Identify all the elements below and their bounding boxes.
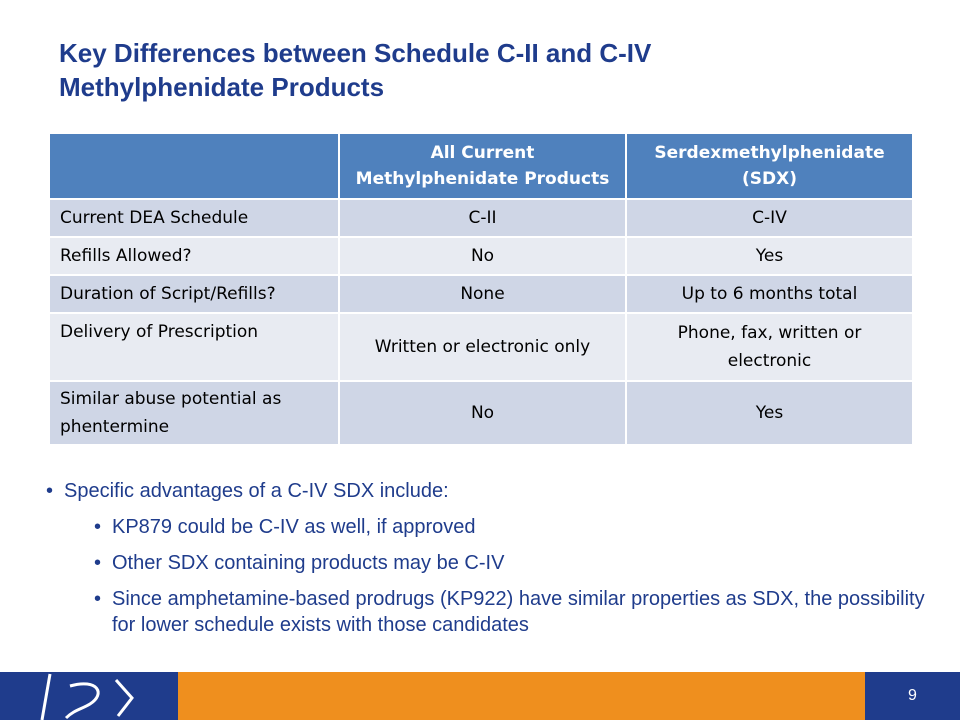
page-number: 9: [865, 672, 960, 720]
table-row: [49, 381, 913, 445]
table-row: [49, 275, 913, 313]
slide-title-line-2: Methylphenidate Products: [59, 72, 385, 102]
row-label: Delivery of Prescription: [49, 313, 339, 381]
bullet-dot-icon: •: [94, 516, 102, 538]
cell-current: No: [339, 381, 626, 445]
bullet-sub-text: Since amphetamine-based prodrugs (KP922) have similar properties as SDX, the possibility for lower schedule exists with those candidates: [112, 588, 925, 636]
company-logo-icon: [40, 672, 150, 720]
bullet-sub-item: [46, 550, 946, 576]
slide-title-line-1: Key Differences between Schedule C-II and C-IV: [59, 38, 652, 68]
table-row: [49, 237, 913, 275]
cell-current: No: [339, 237, 626, 275]
bullet-main-text: Specific advantages of a C-IV SDX include:: [64, 480, 449, 502]
slide-footer: [0, 672, 960, 720]
table-row: [49, 313, 913, 381]
cell-current: None: [339, 275, 626, 313]
bullet-dot-icon: •: [46, 480, 54, 502]
row-label: Duration of Script/Refills?: [49, 275, 339, 313]
bullet-sub-item: [46, 586, 946, 638]
cell-sdx: Yes: [626, 237, 913, 275]
bullet-sub-text: KP879 could be C-IV as well, if approved: [112, 516, 476, 538]
cell-current: C-II: [339, 199, 626, 237]
comparison-table: [48, 132, 914, 446]
cell-current: Written or electronic only: [339, 313, 626, 381]
cell-sdx: C-IV: [626, 199, 913, 237]
bullet-dot-icon: •: [94, 588, 102, 610]
row-label: Similar abuse potential as phentermine: [49, 381, 339, 445]
table-header-row: [49, 133, 913, 199]
bullet-list: [46, 478, 946, 648]
table-row: [49, 199, 913, 237]
bullet-sub-item: [46, 514, 946, 540]
cell-sdx: Up to 6 months total: [626, 275, 913, 313]
cell-sdx: Yes: [626, 381, 913, 445]
bullet-sub-text: Other SDX containing products may be C-IV: [112, 552, 505, 574]
row-label: Current DEA Schedule: [49, 199, 339, 237]
cell-sdx: Phone, fax, written or electronic: [626, 313, 913, 381]
header-cell-sdx: Serdexmethylphenidate (SDX): [626, 133, 913, 199]
slide-title: [59, 36, 919, 104]
bullet-main: [46, 478, 946, 504]
header-cell-current-products: All Current Methylphenidate Products: [339, 133, 626, 199]
header-cell-blank: [49, 133, 339, 199]
row-label: Refills Allowed?: [49, 237, 339, 275]
bullet-dot-icon: •: [94, 552, 102, 574]
